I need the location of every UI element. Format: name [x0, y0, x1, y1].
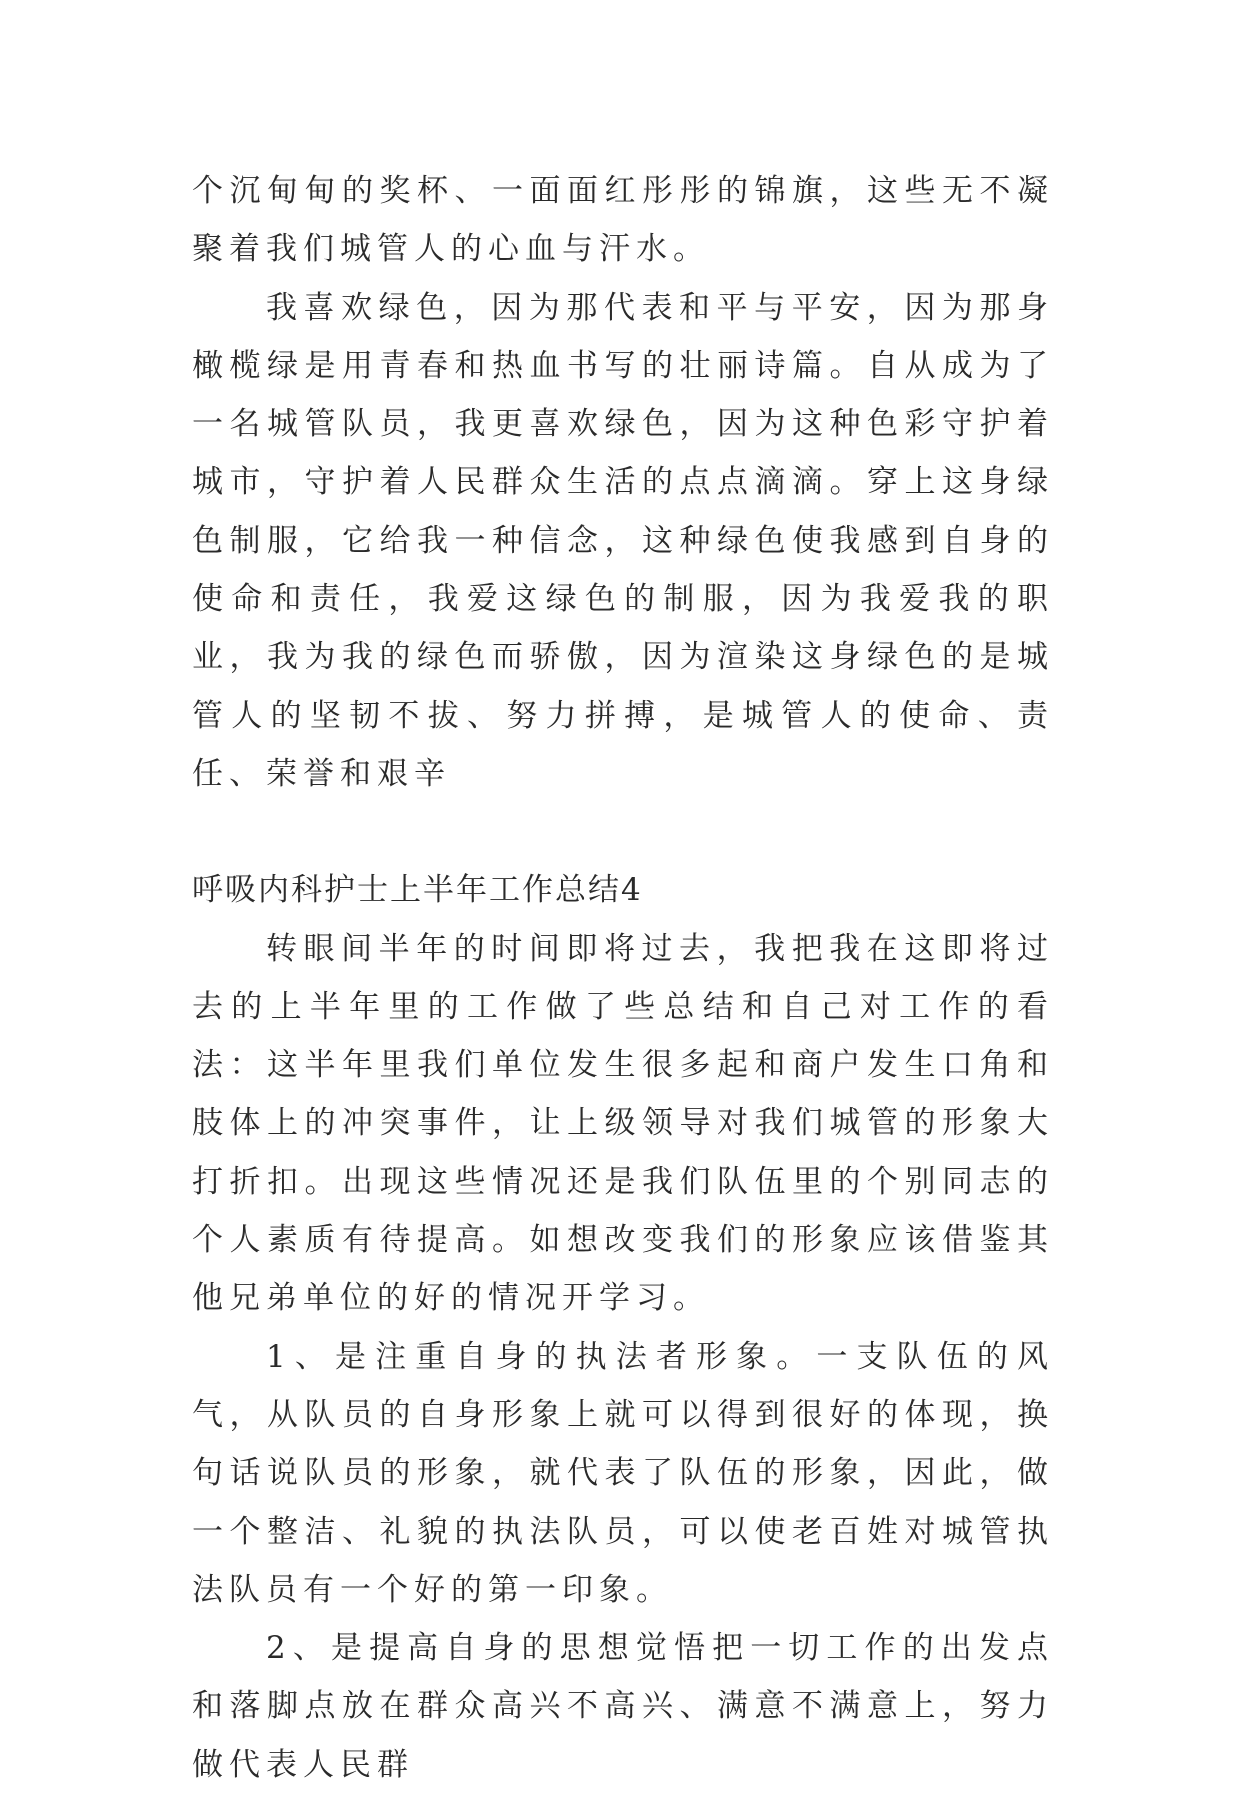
paragraph-point-1: 1、是注重自身的执法者形象。一支队伍的风气，从队员的自身形象上就可以得到很好的体现，换句话说队员的形象，就代表了队伍的形象，因此，做一个整洁、礼貌的执法队员，可以使老百姓对城管执法队员有一个好的第一印象。 — [192, 1338, 1054, 1608]
section-heading: 呼吸内科护士上半年工作总结4 — [192, 872, 643, 909]
paragraph-green-uniform: 我喜欢绿色，因为那代表和平与平安，因为那身橄榄绿是用青春和热血书写的壮丽诗篇。自从成为了一名城管队员，我更喜欢绿色，因为这种色彩守护着城市，守护着人民群众生活的点点滴滴。穿上这身绿色制服，它给我一种信念，这种绿色使我感到自身的使命和责任，我爱这绿色的制服，因为我爱我的职业，我为我的绿色而骄傲，因为渲染这身绿色的是城管人的坚韧不拔、努力拼搏，是城管人的使命、责任、荣誉和艰辛 — [192, 289, 1054, 792]
paragraph-half-year-intro: 转眼间半年的时间即将过去，我把我在这即将过去的上半年里的工作做了些总结和自己对工作的看法：这半年里我们单位发生很多起和商户发生口角和肢体上的冲突事件，让上级领导对我们城管的形象大打折扣。出现这些情况还是我们队伍里的个别同志的个人素质有待提高。如想改变我们的形象应该借鉴其他兄弟单位的好的情况开学习。 — [192, 930, 1054, 1317]
document-body — [192, 162, 1054, 1794]
paragraph-continuation: 个沉甸甸的奖杯、一面面红彤彤的锦旗，这些无不凝聚着我们城管人的心血与汗水。 — [192, 173, 1054, 268]
paragraph-point-2: 2、是提高自身的思想觉悟把一切工作的出发点和落脚点放在群众高兴不高兴、满意不满意上，努力做代表人民群 — [192, 1630, 1054, 1783]
